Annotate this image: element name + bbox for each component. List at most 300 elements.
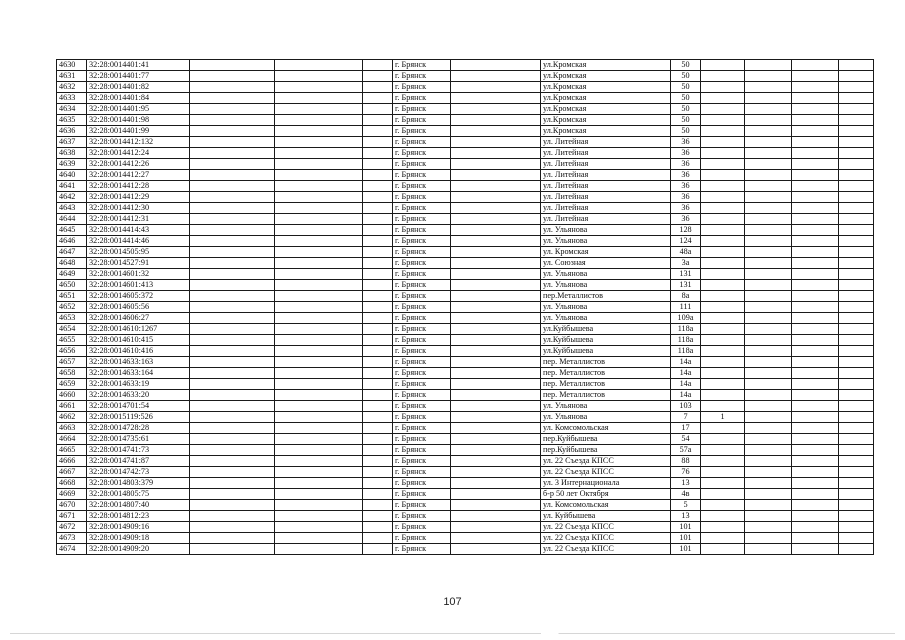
table-row — [57, 60, 874, 71]
empty-cell — [839, 346, 874, 357]
empty-cell — [792, 423, 839, 434]
city-cell: г. Брянск — [393, 280, 451, 291]
empty-cell — [190, 82, 275, 93]
empty-cell — [275, 478, 363, 489]
empty-cell — [363, 192, 393, 203]
empty-cell — [451, 357, 541, 368]
house-number-cell: 50 — [671, 82, 701, 93]
city-cell: г. Брянск — [393, 115, 451, 126]
table-row — [57, 346, 874, 357]
empty-cell — [451, 368, 541, 379]
extra-value-cell — [701, 533, 745, 544]
empty-cell — [792, 247, 839, 258]
empty-cell — [190, 522, 275, 533]
table-row — [57, 302, 874, 313]
row-number-cell: 4669 — [57, 489, 87, 500]
cadastral-number-cell: 32:28:0014412:29 — [87, 192, 190, 203]
empty-cell — [792, 467, 839, 478]
empty-cell — [275, 192, 363, 203]
empty-cell — [792, 60, 839, 71]
cadastral-number-cell: 32:28:0014633:20 — [87, 390, 190, 401]
table-row — [57, 192, 874, 203]
empty-cell — [792, 368, 839, 379]
empty-cell — [363, 181, 393, 192]
row-number-cell: 4644 — [57, 214, 87, 225]
house-number-cell: 36 — [671, 192, 701, 203]
table-row — [57, 511, 874, 522]
empty-cell — [363, 258, 393, 269]
row-number-cell: 4662 — [57, 412, 87, 423]
street-cell: ул.Куйбышева — [541, 346, 671, 357]
empty-cell — [839, 456, 874, 467]
empty-cell — [363, 269, 393, 280]
table-row — [57, 313, 874, 324]
empty-cell — [363, 93, 393, 104]
street-cell: пер. Металлистов — [541, 390, 671, 401]
empty-cell — [190, 71, 275, 82]
empty-cell — [190, 357, 275, 368]
empty-cell — [190, 247, 275, 258]
cadastral-number-cell: 32:28:0014412:28 — [87, 181, 190, 192]
empty-cell — [275, 544, 363, 555]
house-number-cell: 101 — [671, 522, 701, 533]
empty-cell — [275, 170, 363, 181]
empty-cell — [275, 71, 363, 82]
extra-value-cell — [701, 401, 745, 412]
cadastral-number-cell: 32:28:0014401:41 — [87, 60, 190, 71]
row-number-cell: 4660 — [57, 390, 87, 401]
row-number-cell: 4635 — [57, 115, 87, 126]
empty-cell — [363, 324, 393, 335]
empty-cell — [745, 60, 792, 71]
extra-value-cell — [701, 357, 745, 368]
city-cell: г. Брянск — [393, 368, 451, 379]
extra-value-cell — [701, 280, 745, 291]
empty-cell — [745, 148, 792, 159]
cadastral-number-cell: 32:28:0014741:87 — [87, 456, 190, 467]
row-number-cell: 4650 — [57, 280, 87, 291]
cadastral-number-cell: 32:28:0014401:84 — [87, 93, 190, 104]
extra-value-cell — [701, 544, 745, 555]
table-row — [57, 291, 874, 302]
table-row — [57, 445, 874, 456]
empty-cell — [275, 236, 363, 247]
empty-cell — [275, 533, 363, 544]
house-number-cell: 17 — [671, 423, 701, 434]
empty-cell — [745, 170, 792, 181]
city-cell: г. Брянск — [393, 423, 451, 434]
house-number-cell: 76 — [671, 467, 701, 478]
empty-cell — [792, 511, 839, 522]
empty-cell — [190, 269, 275, 280]
empty-cell — [451, 456, 541, 467]
empty-cell — [839, 478, 874, 489]
street-cell: ул. Литейная — [541, 181, 671, 192]
empty-cell — [745, 313, 792, 324]
extra-value-cell — [701, 247, 745, 258]
cadastral-number-cell: 32:28:0014909:20 — [87, 544, 190, 555]
extra-value-cell — [701, 93, 745, 104]
empty-cell — [792, 192, 839, 203]
street-cell: ул. Литейная — [541, 159, 671, 170]
empty-cell — [363, 478, 393, 489]
empty-cell — [839, 148, 874, 159]
extra-value-cell — [701, 148, 745, 159]
empty-cell — [275, 126, 363, 137]
table-row — [57, 258, 874, 269]
street-cell: ул.Кромская — [541, 82, 671, 93]
empty-cell — [745, 324, 792, 335]
city-cell: г. Брянск — [393, 445, 451, 456]
empty-cell — [839, 412, 874, 423]
empty-cell — [190, 500, 275, 511]
empty-cell — [451, 324, 541, 335]
empty-cell — [745, 357, 792, 368]
empty-cell — [190, 368, 275, 379]
row-number-cell: 4661 — [57, 401, 87, 412]
empty-cell — [451, 247, 541, 258]
empty-cell — [745, 511, 792, 522]
row-number-cell: 4631 — [57, 71, 87, 82]
house-number-cell: 118а — [671, 324, 701, 335]
empty-cell — [839, 60, 874, 71]
cadastral-number-cell: 32:28:0014601:32 — [87, 269, 190, 280]
empty-cell — [792, 170, 839, 181]
empty-cell — [190, 258, 275, 269]
empty-cell — [792, 313, 839, 324]
street-cell: ул. Литейная — [541, 203, 671, 214]
city-cell: г. Брянск — [393, 71, 451, 82]
extra-value-cell — [701, 82, 745, 93]
empty-cell — [451, 313, 541, 324]
row-number-cell: 4645 — [57, 225, 87, 236]
table-row — [57, 522, 874, 533]
empty-cell — [745, 192, 792, 203]
empty-cell — [792, 445, 839, 456]
house-number-cell: 118а — [671, 335, 701, 346]
empty-cell — [190, 456, 275, 467]
extra-value-cell — [701, 302, 745, 313]
row-number-cell: 4658 — [57, 368, 87, 379]
extra-value-cell — [701, 467, 745, 478]
cadastral-number-cell: 32:28:0014601:413 — [87, 280, 190, 291]
street-cell: ул. Комсомольская — [541, 500, 671, 511]
empty-cell — [451, 379, 541, 390]
extra-value-cell — [701, 478, 745, 489]
row-number-cell: 4643 — [57, 203, 87, 214]
extra-value-cell — [701, 500, 745, 511]
empty-cell — [745, 434, 792, 445]
page-number: 107 — [443, 596, 462, 608]
house-number-cell: 131 — [671, 280, 701, 291]
extra-value-cell — [701, 181, 745, 192]
house-number-cell: 131 — [671, 269, 701, 280]
empty-cell — [792, 104, 839, 115]
table-row — [57, 434, 874, 445]
empty-cell — [792, 533, 839, 544]
empty-cell — [363, 104, 393, 115]
house-number-cell: 50 — [671, 126, 701, 137]
empty-cell — [792, 93, 839, 104]
cadastral-number-cell: 32:28:0014610:416 — [87, 346, 190, 357]
table-row — [57, 401, 874, 412]
city-cell: г. Брянск — [393, 192, 451, 203]
house-number-cell: 8а — [671, 291, 701, 302]
house-number-cell: 7 — [671, 412, 701, 423]
empty-cell — [792, 115, 839, 126]
register-rows — [57, 60, 874, 555]
city-cell: г. Брянск — [393, 82, 451, 93]
cadastral-number-cell: 32:28:0014909:18 — [87, 533, 190, 544]
extra-value-cell — [701, 236, 745, 247]
empty-cell — [451, 104, 541, 115]
empty-cell — [839, 335, 874, 346]
empty-cell — [839, 390, 874, 401]
empty-cell — [190, 137, 275, 148]
empty-cell — [745, 478, 792, 489]
house-number-cell: 57а — [671, 445, 701, 456]
row-number-cell: 4653 — [57, 313, 87, 324]
house-number-cell: 13 — [671, 511, 701, 522]
house-number-cell: 36 — [671, 214, 701, 225]
empty-cell — [451, 82, 541, 93]
empty-cell — [745, 445, 792, 456]
empty-cell — [190, 467, 275, 478]
city-cell: г. Брянск — [393, 533, 451, 544]
empty-cell — [275, 93, 363, 104]
empty-cell — [190, 324, 275, 335]
city-cell: г. Брянск — [393, 357, 451, 368]
empty-cell — [839, 269, 874, 280]
extra-value-cell — [701, 203, 745, 214]
empty-cell — [451, 60, 541, 71]
house-number-cell: 36 — [671, 159, 701, 170]
city-cell: г. Брянск — [393, 60, 451, 71]
empty-cell — [839, 192, 874, 203]
empty-cell — [745, 401, 792, 412]
row-number-cell: 4642 — [57, 192, 87, 203]
empty-cell — [451, 412, 541, 423]
table-row — [57, 500, 874, 511]
row-number-cell: 4632 — [57, 82, 87, 93]
row-number-cell: 4671 — [57, 511, 87, 522]
empty-cell — [745, 291, 792, 302]
empty-cell — [792, 148, 839, 159]
empty-cell — [190, 335, 275, 346]
table-row — [57, 225, 874, 236]
empty-cell — [451, 478, 541, 489]
empty-cell — [451, 467, 541, 478]
row-number-cell: 4634 — [57, 104, 87, 115]
city-cell: г. Брянск — [393, 104, 451, 115]
empty-cell — [839, 522, 874, 533]
empty-cell — [792, 390, 839, 401]
empty-cell — [363, 82, 393, 93]
extra-value-cell — [701, 489, 745, 500]
empty-cell — [190, 181, 275, 192]
empty-cell — [363, 126, 393, 137]
row-number-cell: 4647 — [57, 247, 87, 258]
cadastral-number-cell: 32:28:0014412:26 — [87, 159, 190, 170]
empty-cell — [275, 423, 363, 434]
house-number-cell: 14а — [671, 357, 701, 368]
row-number-cell: 4649 — [57, 269, 87, 280]
empty-cell — [745, 412, 792, 423]
empty-cell — [275, 159, 363, 170]
house-number-cell: 118а — [671, 346, 701, 357]
empty-cell — [363, 346, 393, 357]
empty-cell — [745, 247, 792, 258]
empty-cell — [363, 522, 393, 533]
empty-cell — [190, 445, 275, 456]
empty-cell — [451, 159, 541, 170]
empty-cell — [363, 511, 393, 522]
empty-cell — [451, 511, 541, 522]
empty-cell — [190, 379, 275, 390]
street-cell: пер. Металлистов — [541, 357, 671, 368]
extra-value-cell — [701, 445, 745, 456]
empty-cell — [363, 500, 393, 511]
house-number-cell: 103 — [671, 401, 701, 412]
street-cell: пер. Металлистов — [541, 368, 671, 379]
empty-cell — [839, 82, 874, 93]
empty-cell — [839, 291, 874, 302]
empty-cell — [190, 313, 275, 324]
street-cell: ул. Ульянова — [541, 269, 671, 280]
extra-value-cell — [701, 368, 745, 379]
empty-cell — [792, 357, 839, 368]
empty-cell — [839, 544, 874, 555]
row-number-cell: 4659 — [57, 379, 87, 390]
row-number-cell: 4648 — [57, 258, 87, 269]
street-cell: ул. Комсомольская — [541, 423, 671, 434]
street-cell: б-р 50 лет Октября — [541, 489, 671, 500]
city-cell: г. Брянск — [393, 148, 451, 159]
empty-cell — [839, 533, 874, 544]
table-row — [57, 71, 874, 82]
empty-cell — [363, 137, 393, 148]
extra-value-cell — [701, 225, 745, 236]
table-row — [57, 324, 874, 335]
row-number-cell: 4664 — [57, 434, 87, 445]
table-row — [57, 148, 874, 159]
empty-cell — [745, 368, 792, 379]
empty-cell — [363, 533, 393, 544]
empty-cell — [451, 500, 541, 511]
empty-cell — [363, 357, 393, 368]
extra-value-cell — [701, 104, 745, 115]
extra-value-cell — [701, 214, 745, 225]
extra-value-cell — [701, 379, 745, 390]
table-row — [57, 423, 874, 434]
empty-cell — [190, 302, 275, 313]
empty-cell — [839, 170, 874, 181]
cadastral-number-cell: 32:28:0014741:73 — [87, 445, 190, 456]
empty-cell — [792, 324, 839, 335]
street-cell: ул. Ульянова — [541, 302, 671, 313]
empty-cell — [792, 236, 839, 247]
extra-value-cell — [701, 434, 745, 445]
cadastral-number-cell: 32:28:0014412:27 — [87, 170, 190, 181]
city-cell: г. Брянск — [393, 522, 451, 533]
empty-cell — [839, 445, 874, 456]
cadastral-number-cell: 32:28:0014742:73 — [87, 467, 190, 478]
empty-cell — [275, 324, 363, 335]
cadastral-number-cell: 32:28:0014812:23 — [87, 511, 190, 522]
cadastral-number-cell: 32:28:0014909:16 — [87, 522, 190, 533]
street-cell: ул. 22 Съезда КПСС — [541, 544, 671, 555]
cadastral-number-cell: 32:28:0014412:31 — [87, 214, 190, 225]
empty-cell — [363, 71, 393, 82]
empty-cell — [190, 401, 275, 412]
empty-cell — [451, 148, 541, 159]
empty-cell — [190, 280, 275, 291]
street-cell: пер. Металлистов — [541, 379, 671, 390]
table-row — [57, 82, 874, 93]
empty-cell — [363, 445, 393, 456]
empty-cell — [451, 335, 541, 346]
empty-cell — [275, 489, 363, 500]
cadastral-number-cell: 32:28:0014610:415 — [87, 335, 190, 346]
table-row — [57, 412, 874, 423]
street-cell: ул.Кромская — [541, 71, 671, 82]
city-cell: г. Брянск — [393, 412, 451, 423]
table-row — [57, 137, 874, 148]
empty-cell — [363, 148, 393, 159]
extra-value-cell — [701, 335, 745, 346]
empty-cell — [745, 269, 792, 280]
empty-cell — [275, 104, 363, 115]
empty-cell — [792, 225, 839, 236]
empty-cell — [275, 390, 363, 401]
empty-cell — [190, 291, 275, 302]
empty-cell — [792, 82, 839, 93]
row-number-cell: 4656 — [57, 346, 87, 357]
extra-value-cell — [701, 192, 745, 203]
empty-cell — [451, 115, 541, 126]
city-cell: г. Брянск — [393, 335, 451, 346]
extra-value-cell — [701, 71, 745, 82]
city-cell: г. Брянск — [393, 159, 451, 170]
empty-cell — [792, 401, 839, 412]
street-cell: ул. 22 Съезда КПСС — [541, 533, 671, 544]
table-row — [57, 368, 874, 379]
empty-cell — [190, 544, 275, 555]
table-row — [57, 104, 874, 115]
empty-cell — [745, 214, 792, 225]
city-cell: г. Брянск — [393, 346, 451, 357]
table-row — [57, 280, 874, 291]
house-number-cell: 3а — [671, 258, 701, 269]
cadastral-number-cell: 32:28:0014805:75 — [87, 489, 190, 500]
city-cell: г. Брянск — [393, 214, 451, 225]
empty-cell — [745, 258, 792, 269]
street-cell: ул. Куйбышева — [541, 511, 671, 522]
empty-cell — [745, 71, 792, 82]
empty-cell — [451, 522, 541, 533]
property-register-table — [56, 59, 874, 555]
empty-cell — [275, 225, 363, 236]
empty-cell — [745, 302, 792, 313]
row-number-cell: 4630 — [57, 60, 87, 71]
house-number-cell: 36 — [671, 148, 701, 159]
empty-cell — [190, 214, 275, 225]
empty-cell — [363, 313, 393, 324]
city-cell: г. Брянск — [393, 170, 451, 181]
cadastral-number-cell: 32:28:0014803:379 — [87, 478, 190, 489]
empty-cell — [190, 203, 275, 214]
empty-cell — [190, 412, 275, 423]
